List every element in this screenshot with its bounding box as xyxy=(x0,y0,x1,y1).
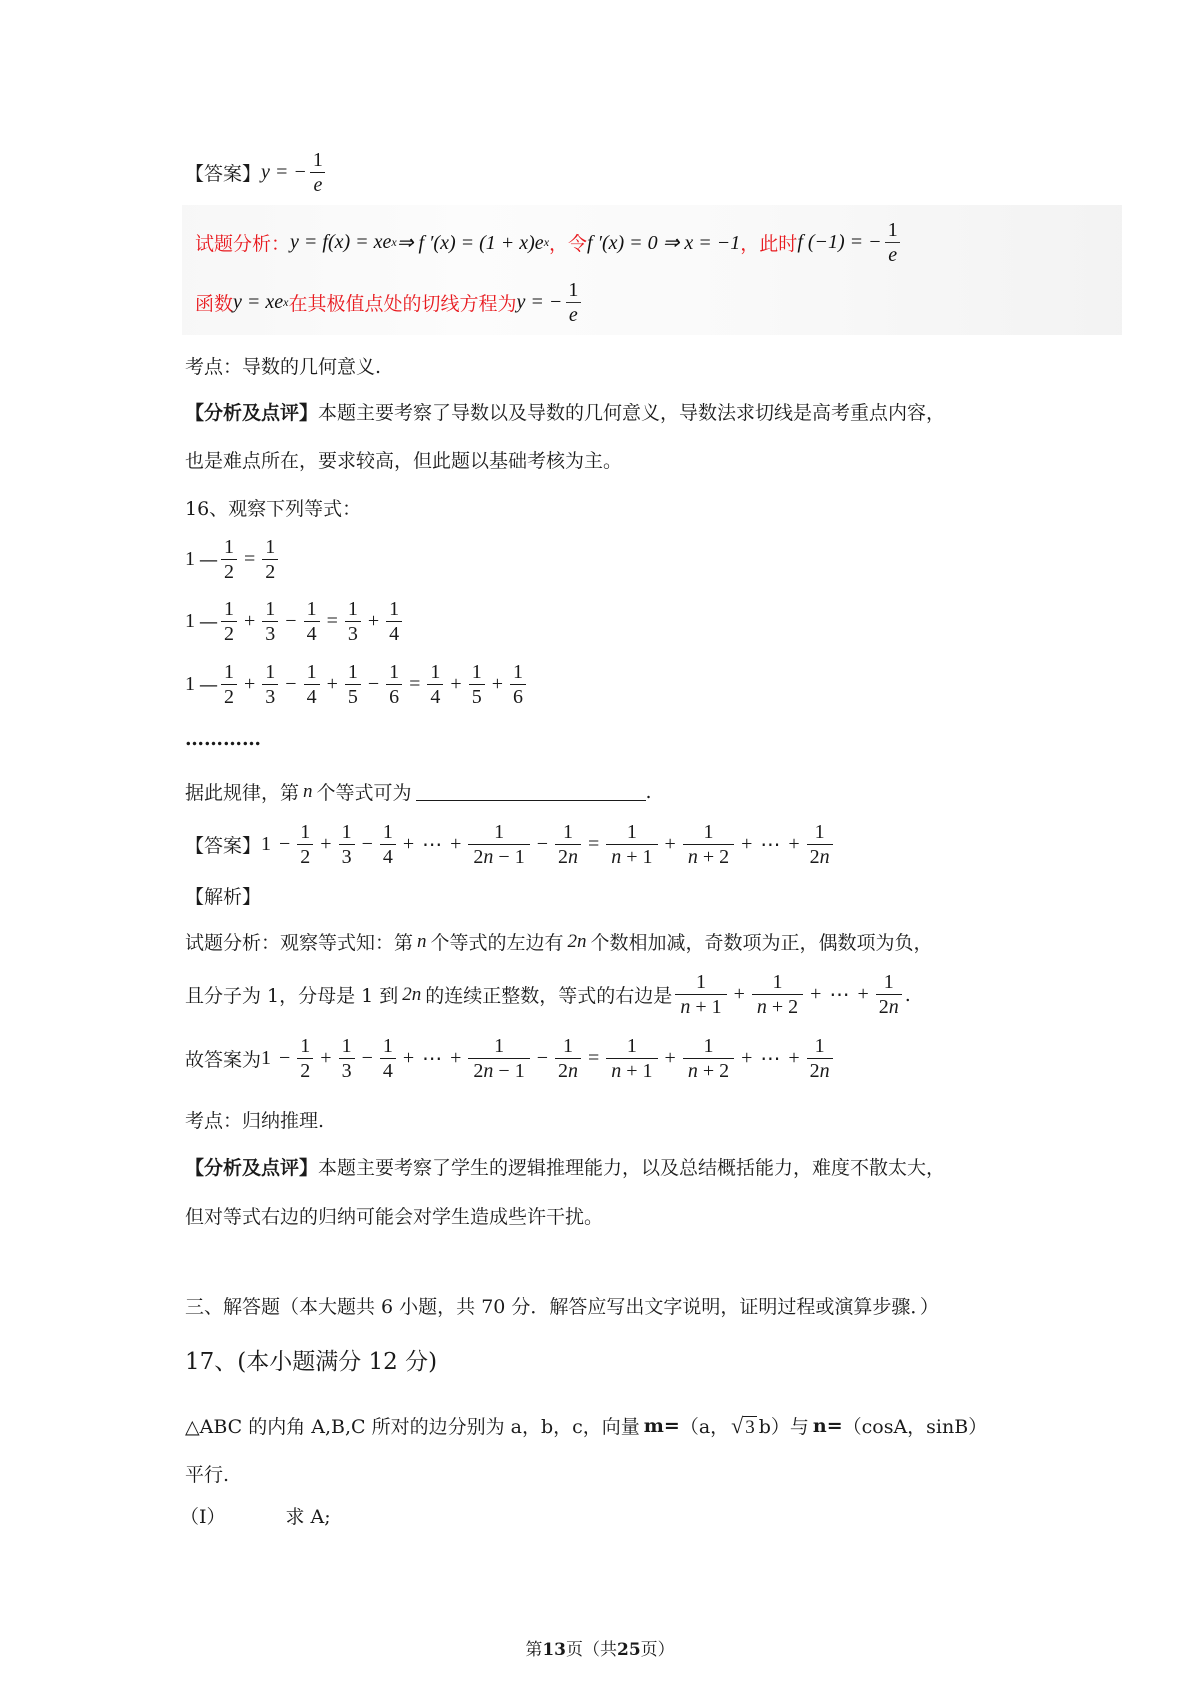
q17-part1: （I） 求 A; xyxy=(180,1506,331,1528)
q17-text-line1: △ABC 的内角 A,B,C 所对的边分别为 a，b，c，向量 m= （a， √ 3 b）与 n= （cosA，sinB） xyxy=(185,1412,988,1438)
q16-equation-1: 1 — $\frac{1}{2}$ = $\frac{1}{2}$ xyxy=(185,535,281,584)
q15-analysis-line1: 试题分析： y = f(x) = xe x ⇒ f ′(x) = (1 + x)e x ，令 f ′(x) = 0 ⇒ x = −1 ，此时 f (−1) = − $\frac{1}{e}$ xyxy=(195,218,904,267)
q15-answer xyxy=(185,148,329,197)
q16-title: 16、观察下列等式： xyxy=(185,498,362,520)
q16-equation-2: 1 — $\frac{1}{2}$ + $\frac{1}{3}$ − $\frac{1}{4}$ = $\frac{1}{3}$ + $\frac{1}{4}$ xyxy=(185,597,405,646)
section3-heading: 三、解答题（本大题共 6 小题，共 70 分．解答应写出文字说明，证明过程或演算步骤．） xyxy=(185,1296,939,1318)
sqrt-symbol: √ 3 xyxy=(731,1412,755,1438)
page-footer: 第13页（共25页） xyxy=(525,1640,675,1660)
answer-math: y = − xyxy=(261,161,307,183)
q16-question: 据此规律，第 n 个等式可为 . xyxy=(185,780,652,804)
answer-blank[interactable] xyxy=(416,782,646,801)
q16-analysis-line2: 且分子为 1，分母是 1 到 2n 的连续正整数，等式的右边是 $\frac{1}{n + 1}$ + $\frac{1}{n + 2}$ + ⋯ + $\frac{1}{2n}$ . xyxy=(185,971,911,1018)
q16-dots: ………… xyxy=(185,728,261,750)
q16-jiexi-label: 【解析】 xyxy=(185,886,262,908)
q15-analysis-line2: 函数 y = xe x 在其极值点处的切线方程为 y = − $\frac{1}{e}$ xyxy=(195,278,584,327)
q15-comment-line1: 【分析及点评】本题主要考察了导数以及导数的几何意义，导数法求切线是高考重点内容， xyxy=(185,402,946,424)
q16-equation-3: 1 — $\frac{1}{2}$ + $\frac{1}{3}$ − $\frac{1}{4}$ + $\frac{1}{5}$ − $\frac{1}{6}$ = $\frac{1}{4}$ + $\frac{1}{5}$ + $\frac{1}{6}$ xyxy=(185,660,529,709)
q16-answer: 【答案】 1 − $\frac{1}{2}$ + $\frac{1}{3}$ − $\frac{1}{4}$ + ⋯ + $\frac{1}{2n - 1}$ − $\frac{1}{2n}$ = $\frac{1}{n + 1}$ + $\frac{1}{n + 2}$ + ⋯ + $\frac{1}{2n}$ xyxy=(185,820,836,869)
q15-kaodian: 考点：导数的几何意义. xyxy=(185,356,382,378)
q16-kaodian: 考点：归纳推理. xyxy=(185,1110,325,1132)
fraction: $\frac{1}{e}$ xyxy=(310,148,326,197)
answer-label: 【答案】 xyxy=(185,163,262,185)
q16-comment-line1: 【分析及点评】本题主要考察了学生的逻辑推理能力，以及总结概括能力，难度不散太大， xyxy=(185,1157,946,1179)
q17-title: 17、(本小题满分 12 分) xyxy=(185,1349,438,1375)
q16-comment-line2: 但对等式右边的归纳可能会对学生造成些许干扰。 xyxy=(185,1206,604,1228)
q16-analysis-line1: 试题分析：观察等式知：第 n 个等式的左边有 2n 个数相加减，奇数项为正，偶数项为负， xyxy=(185,930,933,954)
q17-text-line2: 平行. xyxy=(185,1464,230,1486)
fraction: $\frac{1}{e}$ xyxy=(565,278,581,327)
q16-so-answer: 故答案为 1 − $\frac{1}{2}$ + $\frac{1}{3}$ − $\frac{1}{4}$ + ⋯ + $\frac{1}{2n - 1}$ − $\frac{1}{2n}$ = $\frac{1}{n + 1}$ + $\frac{1}{n + 2}$ + ⋯ + $\frac{1}{2n}$ xyxy=(185,1034,836,1083)
fraction: $\frac{1}{e}$ xyxy=(885,218,901,267)
q15-comment-line2: 也是难点所在，要求较高，但此题以基础考核为主。 xyxy=(185,450,623,472)
